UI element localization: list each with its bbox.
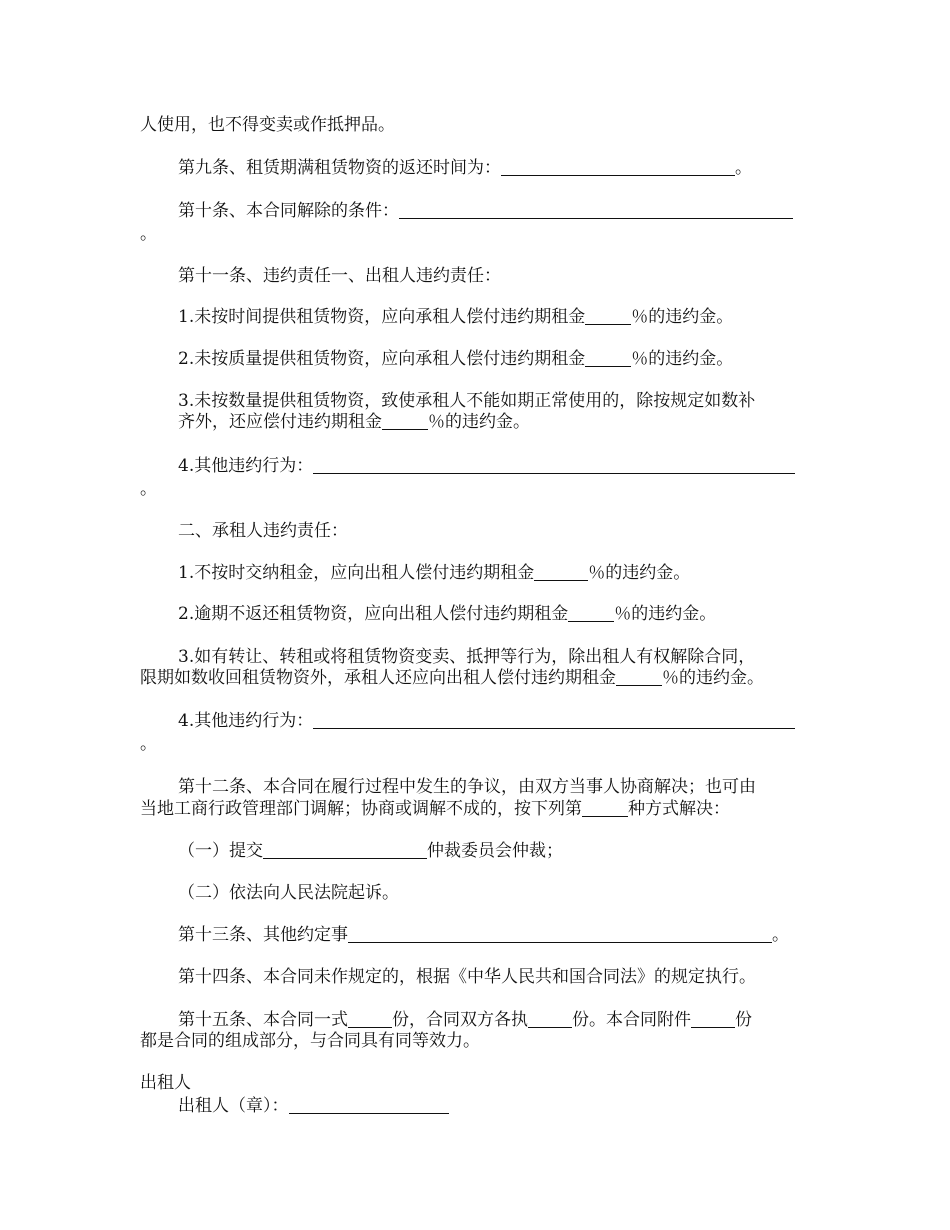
clause-line: 人使用，也不得变卖或作抵押品。: [140, 115, 395, 135]
clause-12: 第十二条、本合同在履行过程中发生的争议，由双方当事人协商解决；也可由: [178, 777, 756, 797]
clause-10: 第十条、本合同解除的条件：: [140, 199, 820, 224]
fill-blank: [585, 348, 631, 367]
fill-blank: [616, 667, 662, 686]
clause-11-item-4: 4.其他违约行为：: [140, 454, 820, 479]
lessor-seal-line: 出租人（章）：: [140, 1094, 820, 1119]
clause-12-cont: 当地工商行政管理部门调解；协商或调解不成的，按下列第 种方式解决：: [140, 799, 730, 819]
fill-blank: [501, 157, 735, 176]
clause-15-cont: 都是合同的组成部分，与合同具有同等效力。: [140, 1031, 480, 1051]
lessee-item-4: 4.其他违约行为：: [140, 709, 820, 734]
clause-11-item-3-cont: 齐外，还应偿付违约期租金 ％的违约金。: [178, 412, 530, 432]
fill-blank: [313, 455, 795, 474]
fill-blank: [263, 840, 427, 859]
fill-blank: [528, 1009, 572, 1028]
clause-10-end: 。: [140, 224, 157, 244]
fill-blank: [348, 924, 772, 943]
fill-blank: [691, 1009, 735, 1028]
fill-blank: [382, 411, 428, 430]
fill-blank: [313, 710, 795, 729]
lessee-item-4-end: 。: [140, 734, 157, 754]
clause-11-item-1: 1.未按时间提供租赁物资，应向承租人偿付违约期租金 ％的违约金。: [178, 307, 734, 327]
lessee-item-2: 2.逾期不返还租赁物资，应向出租人偿付违约期租金 ％的违约金。: [178, 604, 717, 624]
fill-blank: [582, 798, 628, 817]
clause-9: 第九条、租赁期满租赁物资的返还时间为： 。: [178, 158, 752, 178]
clause-12-option-2: （二）依法向人民法院起诉。: [178, 883, 399, 903]
clause-12-option-1: （一）提交 仲裁委员会仲裁；: [178, 841, 563, 861]
clause-13: 第十三条、其他约定事 。: [178, 925, 789, 945]
fill-blank: [568, 603, 614, 622]
clause-11-item-3: 3.未按数量提供租赁物资，致使承租人不能如期正常使用的，除按规定如数补: [178, 391, 756, 411]
lessee-liability-heading: 二、承租人违约责任：: [178, 521, 348, 541]
fill-blank: [399, 200, 793, 219]
clause-11-item-2: 2.未按质量提供租赁物资，应向承租人偿付违约期租金 ％的违约金。: [178, 349, 734, 369]
fill-blank: [289, 1095, 449, 1114]
lessor-heading: 出租人: [140, 1073, 191, 1093]
clause-15: 第十五条、本合同一式 份，合同双方各执 份。本合同附件 份: [178, 1010, 752, 1030]
fill-blank: [585, 306, 631, 325]
clause-11-item-4-end: 。: [140, 479, 157, 499]
lessee-item-1: 1.不按时交纳租金，应向出租人偿付违约期租金 ％的违约金。: [178, 563, 691, 583]
lessee-item-3: 3.如有转让、转租或将租赁物资变卖、抵押等行为，除出租人有权解除合同，: [178, 647, 756, 667]
clause-14: 第十四条、本合同未作规定的，根据《中华人民共和国合同法》的规定执行。: [178, 967, 756, 987]
fill-blank: [534, 562, 588, 581]
fill-blank: [348, 1009, 392, 1028]
lessee-item-3-cont: 限期如数收回租赁物资外，承租人还应向出租人偿付违约期租金 ％的违约金。: [140, 668, 764, 688]
clause-11: 第十一条、违约责任一、出租人违约责任：: [178, 266, 501, 286]
